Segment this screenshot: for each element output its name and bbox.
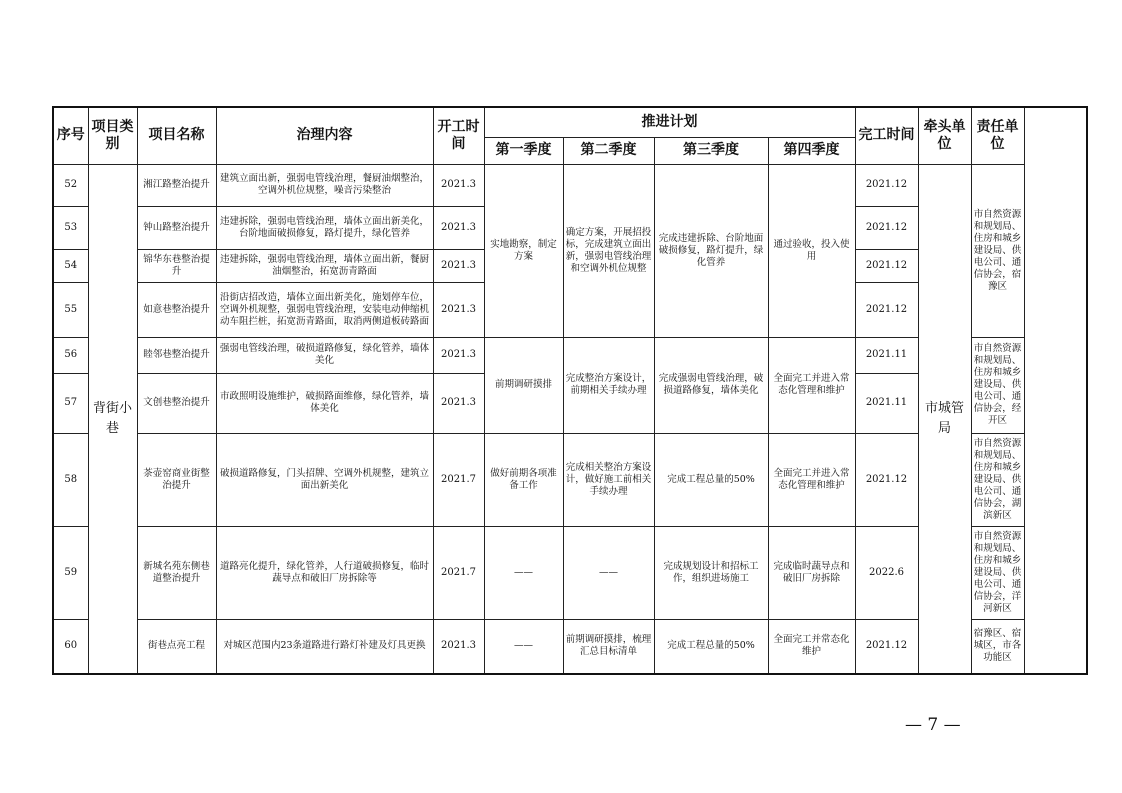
row-content: 违建拆除，强弱电管线治理，墙体立面出新，餐厨油烟整治，拓宽沥青路面 (216, 249, 433, 282)
header-q2: 第二季度 (563, 137, 654, 164)
header-q4: 第四季度 (768, 137, 855, 164)
row-name: 新城名苑东侧巷道整治提升 (137, 526, 216, 619)
row-start: 2021.3 (433, 282, 484, 337)
plan-q4: 全面完工并进入常态化管理和维护 (768, 433, 855, 526)
header-resp: 责任单位 (971, 107, 1024, 164)
table-row (53, 164, 1087, 206)
row-content: 市政照明设施维护，破损路面维修，绿化管养，墙体美化 (216, 373, 433, 433)
row-start: 2021.3 (433, 337, 484, 373)
plan-q2: —— (563, 526, 654, 619)
plan-q1: 做好前期各项准备工作 (484, 433, 563, 526)
row-seq: 59 (53, 526, 88, 619)
row-seq: 56 (53, 337, 88, 373)
row-name: 文创巷整治提升 (137, 373, 216, 433)
row-seq: 55 (53, 282, 88, 337)
row-seq: 52 (53, 164, 88, 206)
row-end: 2021.11 (855, 373, 918, 433)
row-content: 对城区范围内23条道路进行路灯补建及灯具更换 (216, 619, 433, 674)
resp-unit: 市自然资源和规划局、住房和城乡建设局、供电公司、通信协会，洋河新区 (971, 526, 1024, 619)
row-seq: 58 (53, 433, 88, 526)
row-content: 道路亮化提升，绿化管养，人行道破损修复，临时蔬导点和破旧厂房拆除等 (216, 526, 433, 619)
plan-q3: 完成工程总量的50% (654, 619, 768, 674)
row-seq: 53 (53, 206, 88, 249)
row-name: 锦华东巷整治提升 (137, 249, 216, 282)
plan-q1: —— (484, 619, 563, 674)
row-end: 2021.12 (855, 164, 918, 206)
header-start: 开工时间 (433, 107, 484, 164)
row-start: 2021.7 (433, 526, 484, 619)
header-name: 项目名称 (137, 107, 216, 164)
plan-q1: 实地勘察，制定方案 (484, 164, 563, 337)
plan-q3: 完成违建拆除、台阶地面破损修复，路灯提升，绿化管养 (654, 164, 768, 337)
row-seq: 57 (53, 373, 88, 433)
plan-q3: 完成工程总量的50% (654, 433, 768, 526)
plan-q2: 确定方案，开展招投标，完成建筑立面出新，强弱电管线治理和空调外机位规整 (563, 164, 654, 337)
row-name: 茶壶窑商业街整治提升 (137, 433, 216, 526)
row-end: 2021.12 (855, 282, 918, 337)
lead-unit-cell: 市城管局 (918, 164, 971, 674)
header-content: 治理内容 (216, 107, 433, 164)
plan-q4: 通过验收，投入使用 (768, 164, 855, 337)
plan-q1: —— (484, 526, 563, 619)
plan-q4: 全面完工并进入常态化管理和维护 (768, 337, 855, 433)
header-lead: 牵头单位 (918, 107, 971, 164)
row-end: 2022.6 (855, 526, 918, 619)
resp-unit: 宿豫区、宿城区，市各功能区 (971, 619, 1024, 674)
row-start: 2021.3 (433, 206, 484, 249)
row-start: 2021.3 (433, 249, 484, 282)
header-seq: 序号 (53, 107, 88, 164)
row-start: 2021.3 (433, 373, 484, 433)
row-name: 湘江路整治提升 (137, 164, 216, 206)
header-end: 完工时间 (855, 107, 918, 164)
row-name: 如意巷整治提升 (137, 282, 216, 337)
row-end: 2021.12 (855, 619, 918, 674)
row-start: 2021.3 (433, 164, 484, 206)
plan-q2: 完成相关整治方案设计，做好施工前相关手续办理 (563, 433, 654, 526)
resp-unit: 市自然资源和规划局、住房和城乡建设局、供电公司、通信协会，湖滨新区 (971, 433, 1024, 526)
plan-q2: 完成整治方案设计，前期相关手续办理 (563, 337, 654, 433)
page-number: — 7 — (905, 715, 961, 735)
row-content: 破损道路修复，门头招牌、空调外机规整，建筑立面出新美化 (216, 433, 433, 526)
header-q3: 第三季度 (654, 137, 768, 164)
row-end: 2021.12 (855, 206, 918, 249)
plan-q3: 完成强弱电管线治理，破损道路修复，墙体美化 (654, 337, 768, 433)
row-content: 强弱电管线治理，破损道路修复，绿化管养，墙体美化 (216, 337, 433, 373)
row-content: 违建拆除，强弱电管线治理，墙体立面出新美化，台阶地面破损修复，路灯提升，绿化管养 (216, 206, 433, 249)
row-seq: 60 (53, 619, 88, 674)
category-cell: 背街小巷 (88, 164, 137, 674)
row-end: 2021.11 (855, 337, 918, 373)
plan-q1: 前期调研摸排 (484, 337, 563, 433)
header-q1: 第一季度 (484, 137, 563, 164)
plan-q2: 前期调研摸排，梳理汇总目标清单 (563, 619, 654, 674)
row-start: 2021.3 (433, 619, 484, 674)
row-content: 建筑立面出新，强弱电管线治理，餐厨油烟整治，空调外机位规整，噪音污染整治 (216, 164, 433, 206)
header-row (53, 107, 1087, 137)
row-start: 2021.7 (433, 433, 484, 526)
row-end: 2021.12 (855, 433, 918, 526)
row-seq: 54 (53, 249, 88, 282)
plan-q4: 完成临时蔬导点和破旧厂房拆除 (768, 526, 855, 619)
header-category: 项目类别 (88, 107, 137, 164)
row-name: 钟山路整治提升 (137, 206, 216, 249)
row-end: 2021.12 (855, 249, 918, 282)
project-plan-table (52, 106, 1088, 675)
row-content: 沿街店招改造，墙体立面出新美化，施划停车位，空调外机规整，强弱电管线治理，安装电动伸缩机动车阻拦桩，拓宽沥青路面，取消两侧道板砖路面 (216, 282, 433, 337)
plan-q4: 全面完工并常态化维护 (768, 619, 855, 674)
plan-q3: 完成规划设计和招标工作，组织进场施工 (654, 526, 768, 619)
resp-unit: 市自然资源和规划局、住房和城乡建设局、供电公司、通信协会，经开区 (971, 337, 1024, 433)
header-plan: 推进计划 (484, 107, 855, 137)
row-name: 街巷点亮工程 (137, 619, 216, 674)
row-name: 睦邻巷整治提升 (137, 337, 216, 373)
resp-unit: 市自然资源和规划局、住房和城乡建设局、供电公司、通信协会，宿豫区 (971, 164, 1024, 337)
